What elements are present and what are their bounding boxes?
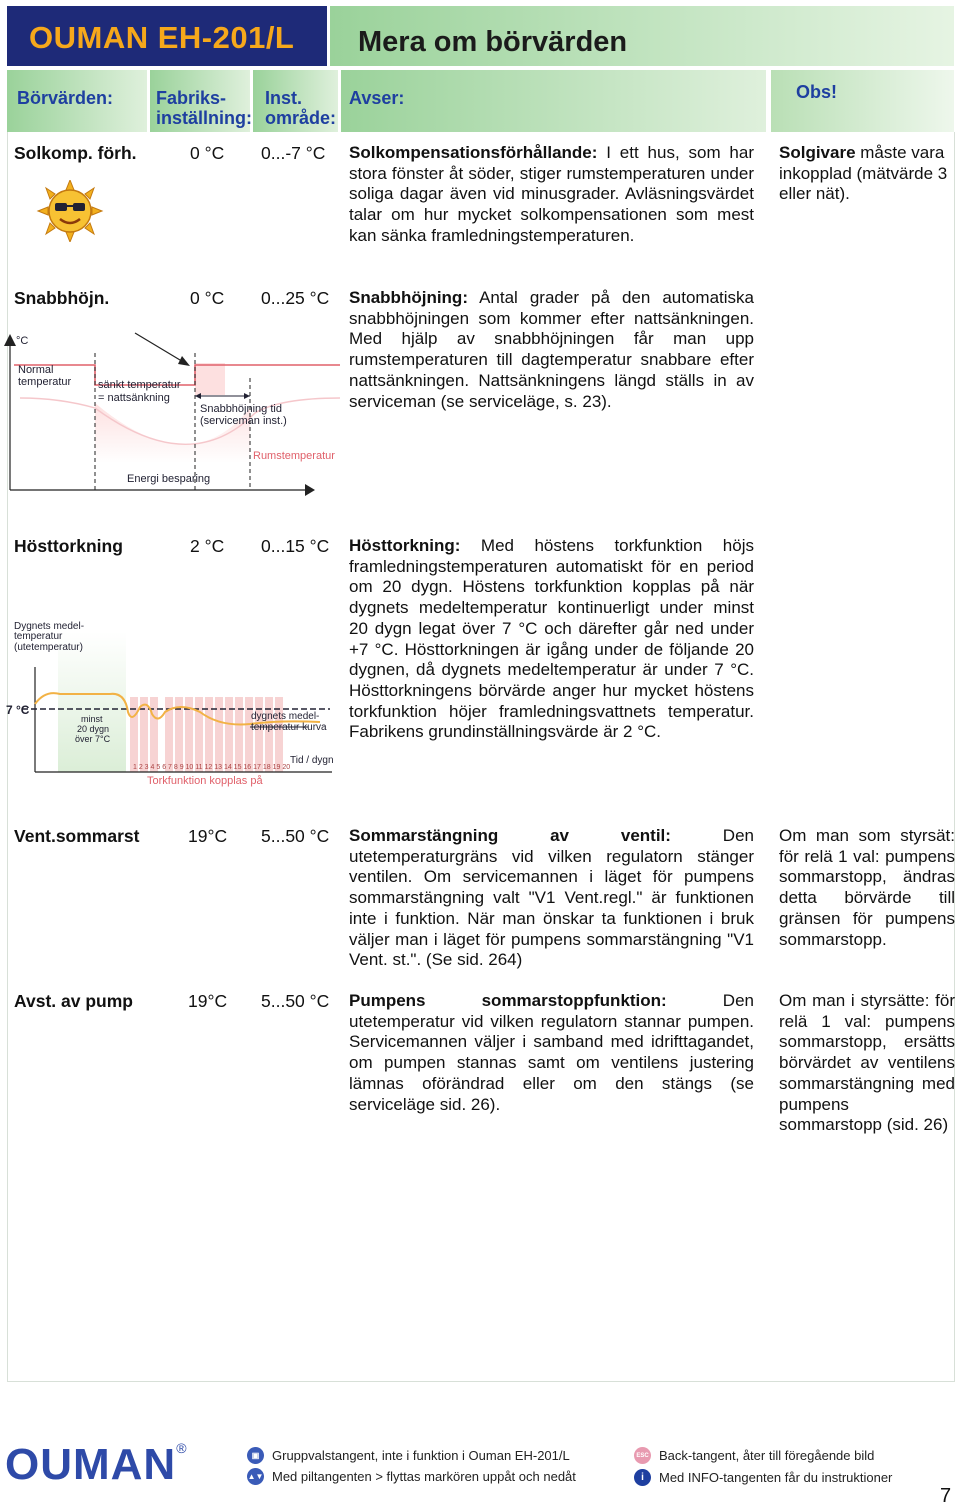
row-label-pump: Avst. av pump (14, 991, 133, 1011)
row-label-boost: Snabbhöjn. (14, 288, 110, 308)
info-key-icon: i (634, 1469, 651, 1486)
drying-xlabel: Tid / dygn (290, 755, 334, 766)
drying-min-1: minst (81, 714, 103, 724)
footer-item-info (634, 1469, 892, 1486)
page-title-box (330, 6, 954, 66)
row-factory-valve: 19°C (188, 826, 228, 846)
boost-diagram (0, 318, 345, 498)
boost-time-1: Snabbhöjning tid (200, 403, 282, 415)
desc-text: Antal grader på den automatiska snabbhöjningen som kommer efter nattsänkningen. Med hjälp av snabbhöjningen får man upp rumstemperaturen till dagtemperatur snabbare efter nattsänkningen. Nattsänkningens längd ställs in av serviceman (se serviceläge, s. 23). (349, 288, 754, 411)
desc-text: Den utetemperaturgräns vid vilken regulatorn stänger ventilen. Om servicemannen i läget för pumpens sommarstängning valt "V1 Vent.regl." är funktionen inte i funktion. När man önskar ta funktionen i bruk väljer man i läget för pumpens sommarstängning "V1 Vent. st.". (Se sid. 264) (349, 826, 754, 970)
boost-lowered-2: = nattsänkning (98, 392, 170, 404)
sun-icon (36, 180, 104, 242)
boost-unit: °C (16, 335, 29, 347)
col-range (253, 70, 338, 132)
desc-title: Sommarstängning av ventil: (349, 826, 671, 845)
row-factory-sun: 0 °C (190, 143, 225, 163)
row-desc-sun (349, 143, 754, 247)
drying-on: Torkfunktion kopplas på (147, 775, 263, 787)
col-range-l2: område: (265, 108, 337, 128)
desc-text: Med höstens torkfunktion höjs framledningstemperaturen automatiskt för en period om 20 dygn. Höstens torkfunktion kopplas på när dygnets medeltemperatur kontinuerligt under minst 20 dygn legat över 7 °C och därefter går ned under +7 °C. Hösttorkningen är igång under de följande 20 dygnen, då dygnets medeltemperatur är under 7 °C. Hösttorkningens börvärde anger hur mycket höstens torkfunktion höjer framledningsvattnets temperatur. Fabrikens grundinställningsvärde är 2 °C. (349, 536, 754, 742)
drying-days: 1 2 3 4 5 6 7 8 9 10 11 12 13 14 15 16 17 18 19 20 (133, 764, 291, 771)
row-range-drying: 0...15 °C (261, 536, 330, 556)
drying-min-2: 20 dygn (77, 724, 110, 734)
desc-text: I ett hus, som har stora fönster åt söder, stiger rumstemperaturen under soliga dagar även vid minusgrader. Avläsningsvärdet talar om hur mycket solkompensationen som mest kan sänka framledningstemperaturen. (349, 143, 754, 245)
page-number: 7 (940, 1485, 952, 1507)
desc-title: Solkompensationsförhållande: (349, 143, 598, 162)
row-range-pump: 5...50 °C (261, 991, 330, 1011)
note-title: Solgivare (779, 143, 856, 162)
row-label-valve: Vent.sommarst (14, 826, 140, 846)
row-label-sun: Solkomp. förh. (14, 143, 137, 163)
row-note-valve: Om man som styrsät: för relä 1 val: pumpens sommarstopp, ändras detta börvärde till gränsen för pumpens sommarstopp. (779, 826, 955, 949)
desc-title: Snabbhöjning: (349, 288, 468, 307)
row-desc-boost (349, 288, 754, 412)
desc-title: Hösttorkning: (349, 536, 461, 555)
boost-saving: Energi besparing (127, 473, 211, 485)
col-note: Obs! (771, 70, 954, 132)
row-range-boost: 0...25 °C (261, 288, 330, 308)
footer-text-1: Gruppvalstangent, inte i funktion i Ouman EH-201/L (272, 1448, 570, 1463)
boost-room: Rumstemperatur (253, 450, 335, 462)
row-label-drying: Hösttorkning (14, 536, 123, 556)
boost-normal-2: temperatur (18, 376, 72, 388)
esc-key-icon: ESC (634, 1447, 651, 1464)
footer-brand-text: OUMAN (5, 1440, 177, 1489)
footer-text-2: Med piltangenten > flyttas markören uppåt och nedåt (272, 1469, 576, 1484)
col-factory-l1: Fabriks- (156, 88, 227, 108)
footer-text-3: Back-tangent, åter till föregående bild (659, 1448, 875, 1463)
row-range-valve: 5...50 °C (261, 826, 330, 846)
row-factory-pump: 19°C (188, 991, 228, 1011)
footer-item-back (634, 1447, 874, 1464)
footer-reg: ® (176, 1440, 188, 1456)
row-range-sun: 0...-7 °C (261, 143, 326, 163)
col-factory-l2: inställning: (156, 108, 252, 128)
row-note-pump: Om man i styrsätte: för relä 1 val: pumpens sommarstopp, ersätts börvärdet av ventilens sommarstängning med pumpens sommarstopp (sid. 26) (779, 991, 955, 1135)
desc-text: Den utetemperatur vid vilken regulatorn stannar pumpen. Servicemannen väljer i samband med idrifttagandet, om pumpen stannas samt om ventilens justering lämnas oförändrad eller om den stängs (se serviceläge sid. 26). (349, 991, 754, 1114)
row-desc-pump (349, 991, 754, 1115)
row-desc-valve (349, 826, 754, 971)
drying-diagram (0, 612, 345, 797)
col-concerns: Avser: (341, 70, 766, 132)
boost-normal-1: Normal (18, 364, 54, 376)
group-key-icon: ▣ (247, 1447, 264, 1464)
footer-brand (5, 1440, 188, 1490)
page-title: Mera om börvärden (358, 26, 628, 58)
note-text: måste vara inkopplad (mätvärde 3 eller nät). (779, 143, 948, 204)
col-setpoints: Börvärden: (7, 70, 147, 132)
drying-curve-2: temperatur kurva (251, 722, 327, 733)
row-factory-drying: 2 °C (190, 536, 225, 556)
drying-ylabel-1: Dygnets medel- (14, 621, 85, 632)
drying-min-3: över 7°C (75, 734, 111, 744)
brand-title: OUMAN EH-201/L (7, 6, 327, 66)
drying-seven: 7 °C (6, 703, 30, 717)
footer-item-group (247, 1447, 570, 1464)
boost-lowered-1: sänkt temperatur (98, 379, 181, 391)
drying-curve-1: dygnets medel- (251, 711, 320, 722)
footer-text-4: Med INFO-tangenten får du instruktioner (659, 1470, 893, 1485)
row-factory-boost: 0 °C (190, 288, 225, 308)
drying-ylabel-3: (utetemperatur) (14, 642, 83, 653)
col-range-l1: Inst. (265, 88, 303, 108)
boost-time-2: (serviceman inst.) (200, 415, 287, 427)
row-desc-drying (349, 536, 754, 743)
row-note-sun (779, 143, 955, 205)
drying-ylabel-2: temperatur (14, 631, 63, 642)
col-factory (150, 70, 250, 132)
desc-title: Pumpens sommarstoppfunktion: (349, 991, 667, 1010)
footer-item-arrows (247, 1468, 576, 1485)
arrow-keys-icon: ▲▼ (247, 1468, 264, 1485)
